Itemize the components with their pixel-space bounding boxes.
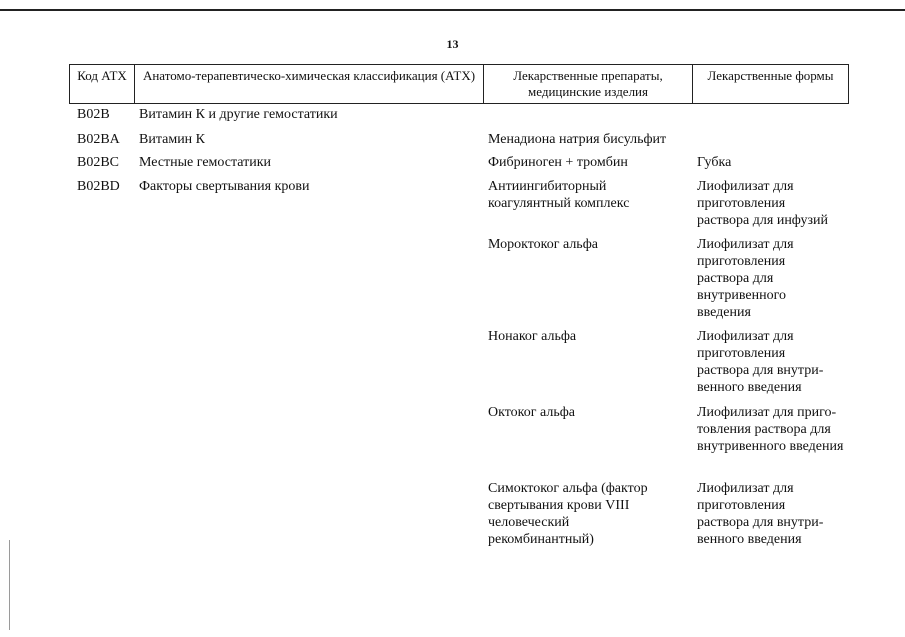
- header-code: Код АТХ: [77, 68, 127, 83]
- row-drug: Фибриноген + тромбин: [488, 155, 628, 170]
- page-number: 13: [446, 37, 459, 51]
- row-drug: Октоког альфа: [488, 405, 575, 420]
- row-drug: Мороктоког альфа: [488, 237, 598, 252]
- row-name: Витамин К: [139, 132, 206, 147]
- row-code: B02BA: [77, 132, 120, 147]
- row-drug: Нонаког альфа: [488, 329, 577, 344]
- row-form: Лиофилизат для приго-товления раствора для внутривенного введения: [697, 405, 844, 454]
- row-form: Лиофилизат для приготовления раствора для внутри-венного введения: [697, 329, 824, 395]
- row-drug: Симоктоког альфа (фактор свертывания крови VIII человеческий рекомбинантный): [488, 481, 648, 547]
- table-header: [69, 64, 849, 104]
- row-drug: Антиингибиторный коагулянтный комплекс: [488, 179, 630, 211]
- row-form: Губка: [697, 155, 732, 170]
- row-form: Лиофилизат для приготовления раствора для инфузий: [697, 179, 829, 228]
- row-name: Витамин К и другие гемостатики: [139, 107, 338, 122]
- scan-edge-mark: [9, 540, 10, 630]
- header-classification: Анатомо-терапевтическо-химическая классификация (АТХ): [134, 65, 483, 103]
- row-form: Лиофилизат для приготовления раствора для внутри-венного введения: [697, 481, 824, 547]
- row-name: Факторы свертывания крови: [139, 179, 310, 194]
- top-rule: [0, 9, 905, 11]
- row-code: B02BD: [77, 179, 120, 194]
- row-drug: Менадиона натрия бисульфит: [488, 132, 667, 147]
- row-code: B02B: [77, 107, 110, 122]
- row-form: Лиофилизат для приготовления раствора для внутривенного введения: [697, 237, 794, 320]
- header-drugs: Лекарственные препараты, медицинские изделия: [483, 65, 692, 103]
- row-code: B02BC: [77, 155, 120, 170]
- row-name: Местные гемостатики: [139, 155, 272, 170]
- header-forms: Лекарственные формы: [692, 65, 848, 103]
